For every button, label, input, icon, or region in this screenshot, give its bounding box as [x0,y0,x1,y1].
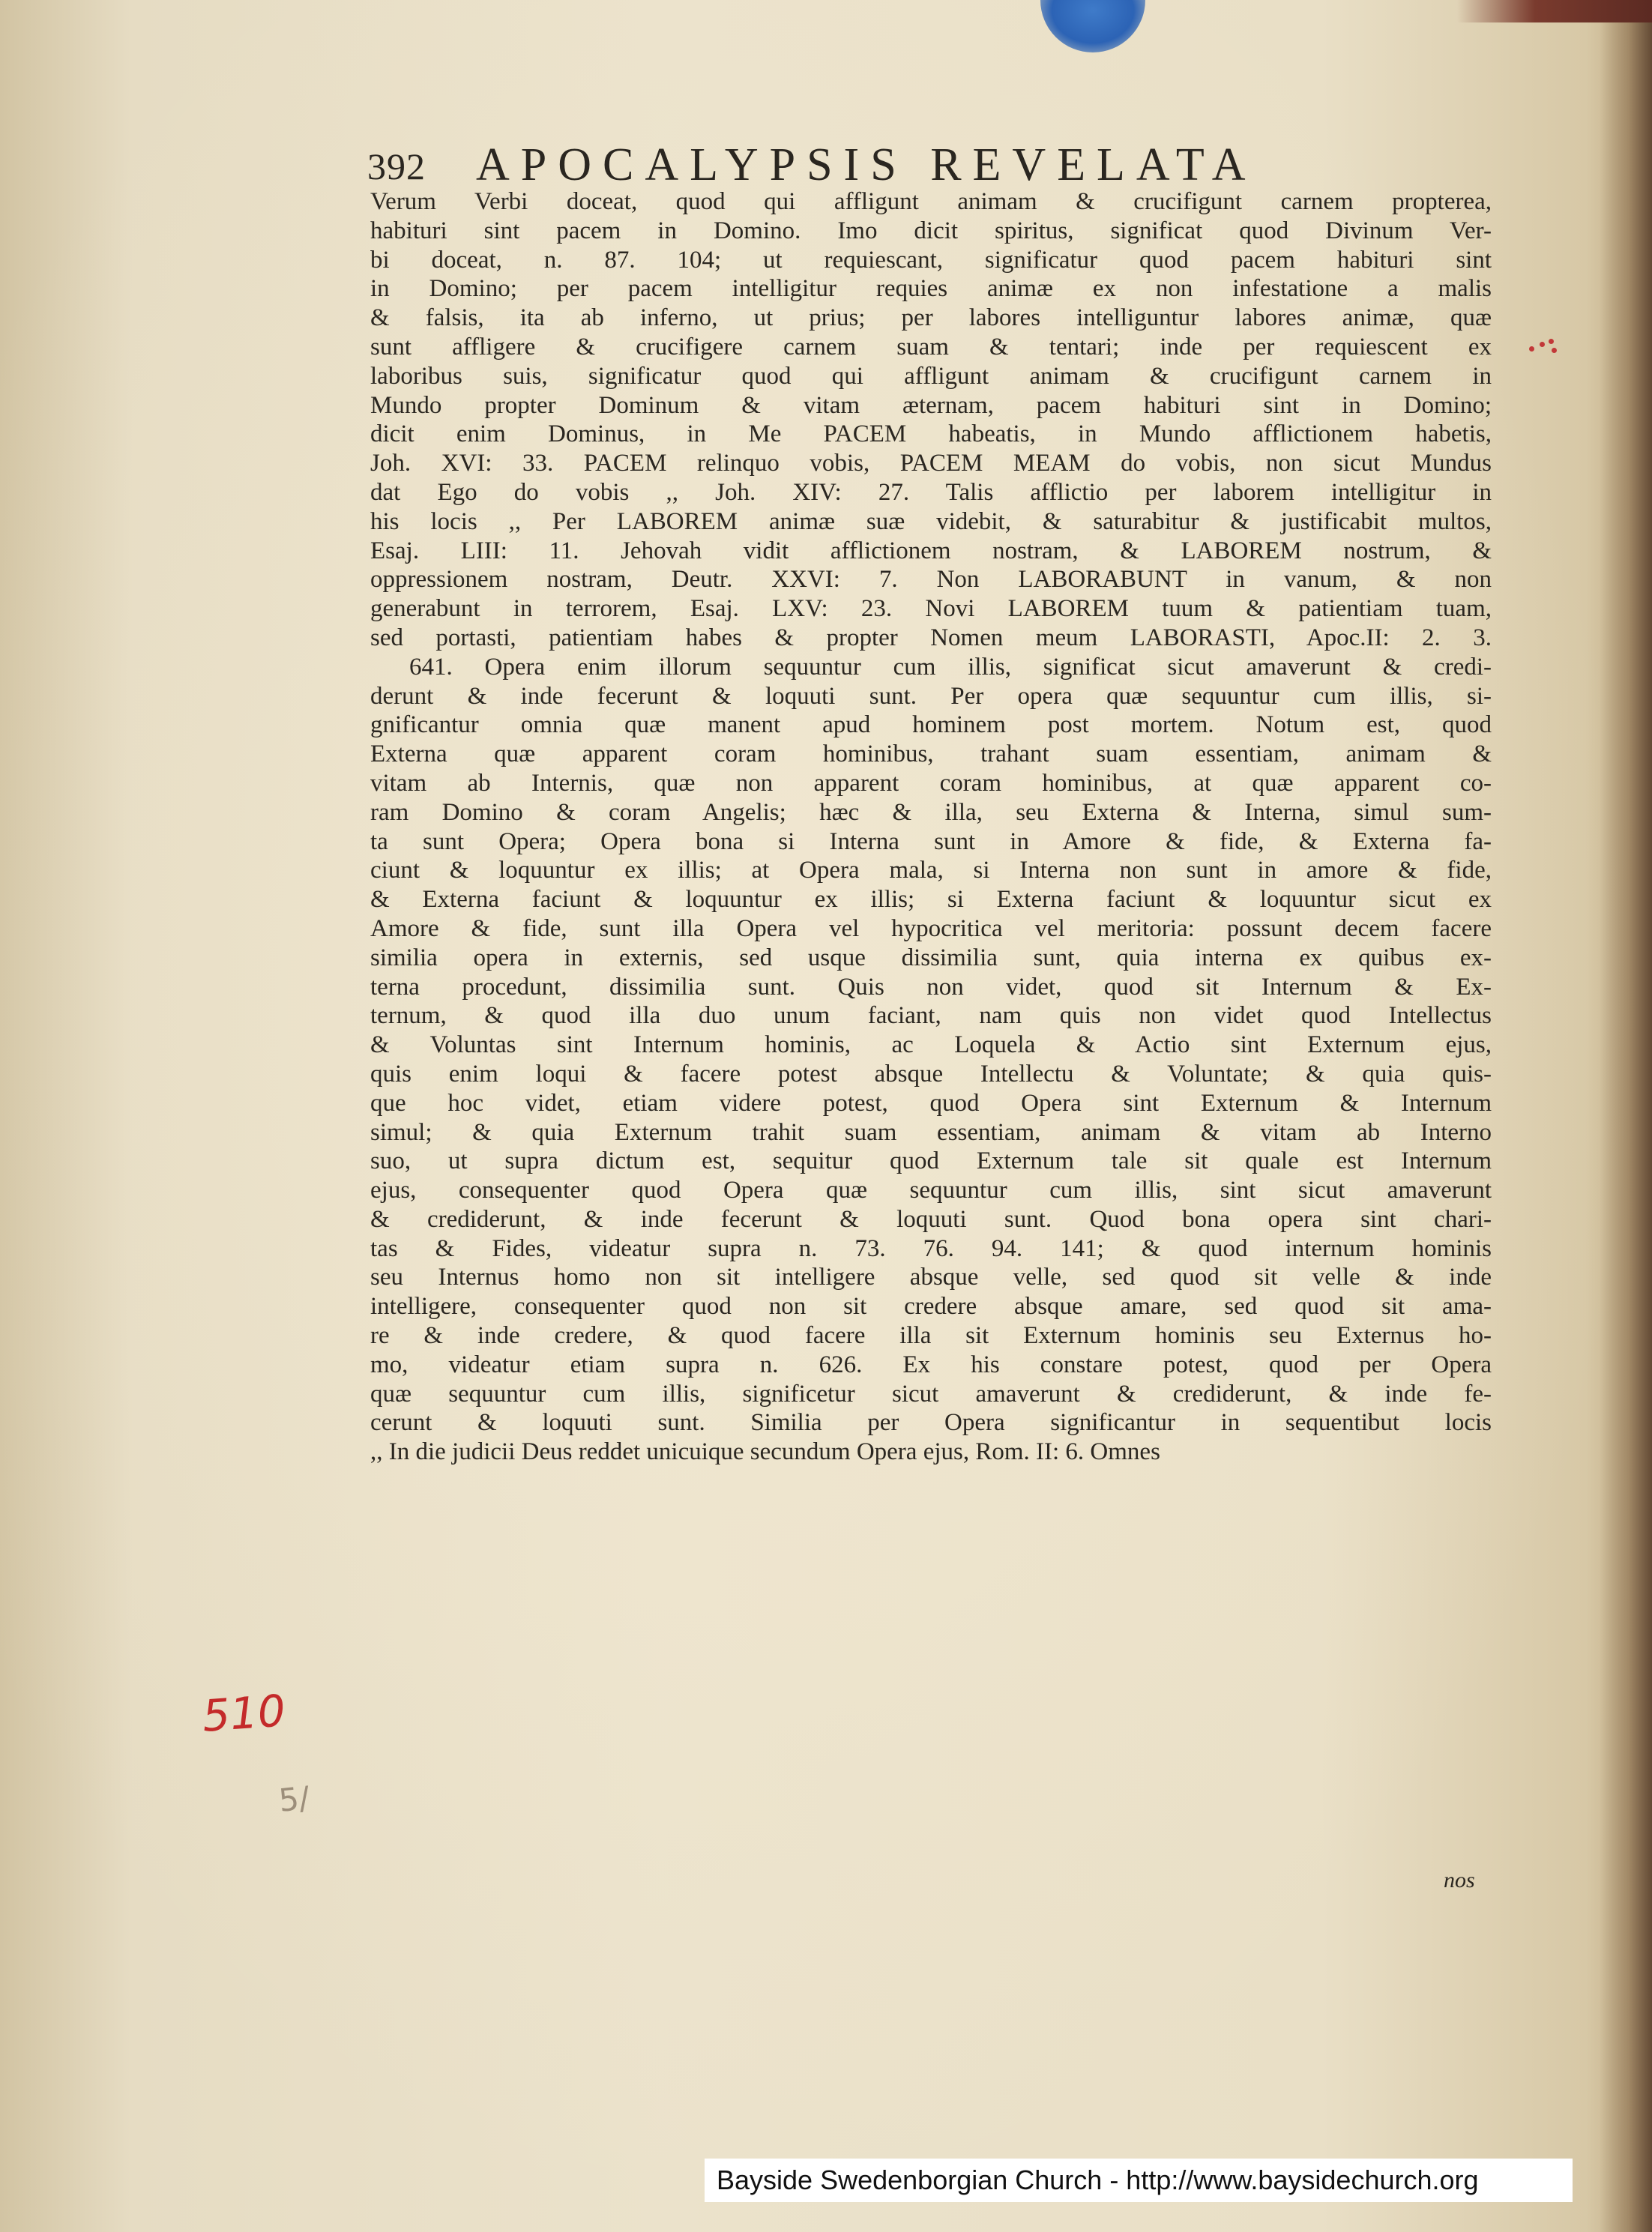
text-line: ciunt & loquuntur ex illis; at Opera mala, si Interna non sunt in amore & fide, [370,857,1492,884]
text-line: ternum, & quod illa duo unum faciant, nam quis non videt quod Intellectus [370,1002,1492,1030]
text-line: ejus, consequenter quod Opera quæ sequuntur cum illis, sint sicut amaverunt [370,1177,1492,1204]
page-number: 392 [367,145,426,187]
text-line: 641. Opera enim illorum sequuntur cum illis, significat sicut amaverunt & credi- [409,653,1492,681]
text-line: simul; & quia Externum trahit suam essentiam, animam & vitam ab Interno [370,1118,1492,1146]
text-line: generabunt in terrorem, Esaj. LXV: 23. Novi LABOREM tuum & patientiam tuam, [370,595,1492,623]
text-line: cerunt & loquuti sunt. Similia per Opera significantur in sequentibut locis [370,1409,1492,1437]
text-line: ta sunt Opera; Opera bona si Interna sunt in Amore & fide, & Externa fa- [370,827,1492,855]
text-line: similia opera in externis, sed usque dissimilia sunt, quia interna ex quibus ex- [370,944,1492,971]
text-line: & Voluntas sint Internum hominis, ac Loquela & Actio sint Externum ejus, [370,1031,1492,1059]
text-line: Esaj. LIII: 11. Jehovah vidit afflictionem nostram, & LABOREM nostrum, & [370,537,1492,564]
text-line: ram Domino & coram Angelis; hæc & illa, seu Externa & Interna, simul sum- [370,798,1492,826]
text-line: derunt & inde fecerunt & loquuti sunt. Per opera quæ sequuntur cum illis, si- [370,682,1492,710]
text-line: Verum Verbi doceat, quod qui affligunt animam & crucifigunt carnem propterea, [370,188,1492,215]
text-line: ,, In die judicii Deus reddet unicuique secundum Opera ejus, Rom. II: 6. Omnes [370,1438,1160,1466]
text-line: habituri sint pacem in Domino. Imo dicit spiritus, significat quod Divinum Ver- [370,217,1492,244]
text-line: his locis ,, Per LABOREM animæ suæ videbit, & saturabitur & justificabit multos, [370,507,1492,535]
footer-banner [705,2159,1573,2202]
margin-note-number: 510 [200,1685,287,1742]
catchword: nos [1444,1868,1475,1892]
text-line: gnificantur omnia quæ manent apud hominem post mortem. Notum est, quod [370,711,1492,739]
red-ink-dots [1529,339,1559,357]
text-line: que hoc videt, etiam videre potest, quod Opera sint Externum & Internum [370,1089,1492,1117]
footer-credit[interactable]: Bayside Swedenborgian Church - http://www.baysidechurch.org [717,2165,1479,2195]
text-line: oppressionem nostram, Deutr. XXVI: 7. Non LABORABUNT in vanum, & non [370,566,1492,594]
text-line: & falsis, ita ab inferno, ut prius; per labores intelliguntur labores animæ, quæ [370,304,1492,332]
text-line: suo, ut supra dictum est, sequitur quod Externum tale sit quale est Internum [370,1147,1492,1175]
text-line: laboribus suis, significatur quod qui affligunt animam & crucifigunt carnem in [370,362,1492,390]
text-line: bi doceat, n. 87. 104; ut requiescant, significatur quod pacem habituri sint [370,246,1492,274]
text-line: Joh. XVI: 33. PACEM relinquo vobis, PACEM MEAM do vobis, non sicut Mundus [370,450,1492,477]
text-line: & crediderunt, & inde fecerunt & loquuti sunt. Quod bona opera sint chari- [370,1205,1492,1233]
text-line: vitam ab Internis, quæ non apparent coram hominibus, at quæ apparent co- [370,769,1492,797]
text-line: terna procedunt, dissimilia sunt. Quis non videt, quod sit Internum & Ex- [370,973,1492,1001]
text-line: & Externa faciunt & loquuntur ex illis; si Externa faciunt & loquuntur sicut ex [370,886,1492,914]
pencil-margin-mark: 5/ [277,1779,312,1820]
text-line: quis enim loqui & facere potest absque Intellectu & Voluntate; & quia quis- [370,1060,1492,1088]
text-line: sunt affligere & crucifigere carnem suam & tentari; inde per requiescent ex [370,333,1492,361]
text-line: quæ sequuntur cum illis, significetur sicut amaverunt & crediderunt, & inde fe- [370,1380,1492,1408]
text-line: seu Internus homo non sit intelligere absque velle, sed quod sit velle & inde [370,1264,1492,1291]
text-line: dicit enim Dominus, in Me PACEM habeatis, in Mundo afflictionem habetis, [370,420,1492,448]
page-edge-shadow [1600,0,1652,2232]
text-line: Mundo propter Dominum & vitam æternam, pacem habituri sint in Domino; [370,391,1492,419]
text-line: Amore & fide, sunt illa Opera vel hypocritica vel meritoria: possunt decem facere [370,914,1492,942]
text-line: in Domino; per pacem intelligitur requies animæ ex non infestatione a malis [370,275,1492,303]
text-line: mo, videatur etiam supra n. 626. Ex his constare potest, quod per Opera [370,1351,1492,1378]
text-line: dat Ego do vobis ,, Joh. XIV: 27. Talis afflictio per laborem intelligitur in [370,478,1492,506]
text-line: Externa quæ apparent coram hominibus, trahant suam essentiam, animam & [370,741,1492,768]
binding-edge [1457,0,1652,22]
blue-ink-blot [1040,0,1145,52]
text-line: intelligere, consequenter quod non sit credere absque amare, sed quod sit ama- [370,1293,1492,1321]
text-line: tas & Fides, videatur supra n. 73. 76. 94. 141; & quod internum hominis [370,1234,1492,1262]
running-title: APOCALYPSIS REVELATA [476,139,1257,190]
body-text [370,187,1492,1467]
text-line: sed portasti, patientiam habes & propter Nomen meum LABORASTI, Apoc.II: 2. 3. [370,624,1492,651]
text-line: re & inde credere, & quod facere illa sit Externum hominis seu Externus ho- [370,1322,1492,1350]
